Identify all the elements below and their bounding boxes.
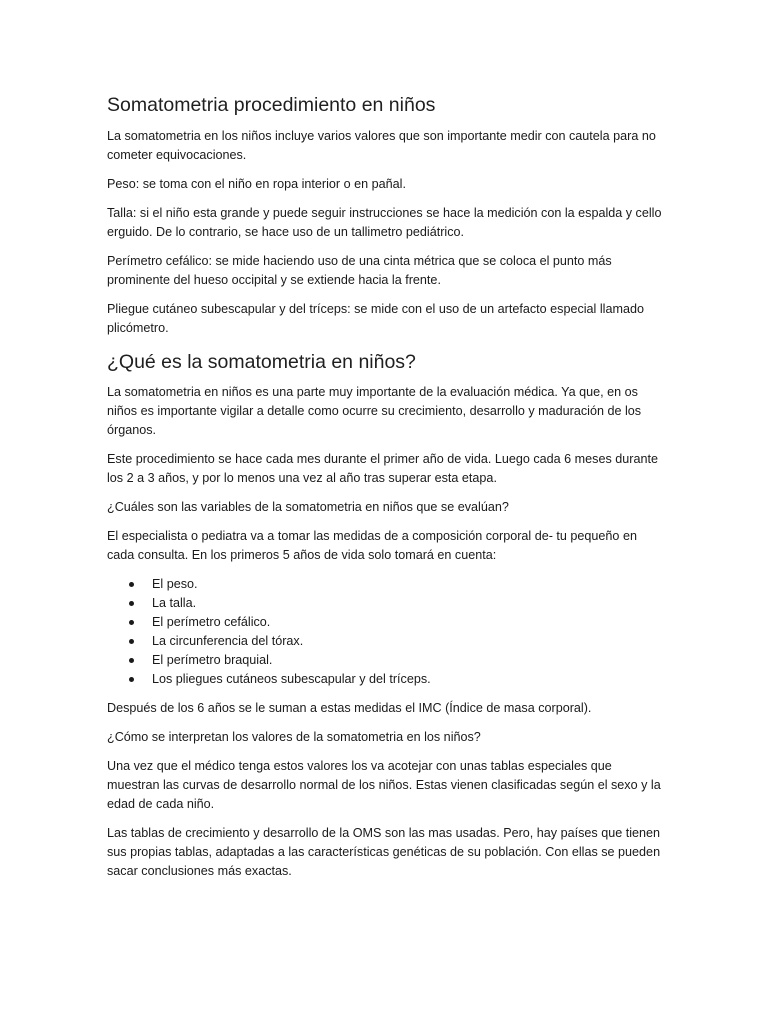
perimetro-paragraph: Perímetro cefálico: se mide haciendo uso de una cinta métrica que se coloca el punto más prominente del hueso occipital y se extiende hacia la frente. bbox=[107, 254, 612, 287]
list-item-text: El perímetro braquial. bbox=[152, 653, 273, 667]
interpretation-answer: Una vez que el médico tenga estos valores los va acotejar con unas tablas especiales que muestran las curvas de desarrollo normal de los niños. Estas vienen clasificadas según el sexo y la edad de cada niño. bbox=[107, 759, 661, 811]
bullet-icon bbox=[129, 677, 134, 682]
interpretation-question: ¿Cómo se interpretan los valores de la somatometria en los niños? bbox=[107, 730, 481, 744]
list-item-text: Los pliegues cutáneos subescapular y del tríceps. bbox=[152, 672, 431, 686]
list-item bbox=[107, 651, 667, 670]
list-item bbox=[107, 632, 667, 651]
bullet-icon bbox=[129, 620, 134, 625]
list-item bbox=[107, 613, 667, 632]
list-item-text: El perímetro cefálico. bbox=[152, 615, 271, 629]
pliegue-paragraph: Pliegue cutáneo subescapular y del tríceps: se mide con el uso de un artefacto especial llamado plicómetro. bbox=[107, 302, 644, 335]
list-item-text: El peso. bbox=[152, 577, 198, 591]
intro-paragraph: La somatometria en los niños incluye varios valores que son importante medir con cautela para no cometer equivocaciones. bbox=[107, 129, 656, 162]
talla-paragraph: Talla: si el niño esta grande y puede seguir instrucciones se hace la medición con la espalda y cello erguido. De lo contrario, se hace uso de un tallimetro pediátrico. bbox=[107, 206, 662, 239]
peso-paragraph: Peso: se toma con el niño en ropa interior o en pañal. bbox=[107, 177, 406, 191]
list-item-text: La circunferencia del tórax. bbox=[152, 634, 304, 648]
section2-paragraph-1: La somatometria en niños es una parte muy importante de la evaluación médica. Ya que, en os niños es importante vigilar a detalle como ocurre su crecimiento, desarrollo y maduración de los órganos. bbox=[107, 385, 642, 437]
list-item-text: La talla. bbox=[152, 596, 197, 610]
bullet-icon bbox=[129, 601, 134, 606]
after-six-paragraph: Después de los 6 años se le suman a estas medidas el IMC (Índice de masa corporal). bbox=[107, 701, 592, 715]
variables-question: ¿Cuáles son las variables de la somatometria en niños que se evalúan? bbox=[107, 500, 509, 514]
list-item bbox=[107, 575, 667, 594]
document-page bbox=[107, 93, 667, 891]
section-heading: ¿Qué es la somatometria en niños? bbox=[107, 351, 416, 373]
list-item bbox=[107, 670, 667, 689]
bullet-icon bbox=[129, 658, 134, 663]
bullet-icon bbox=[129, 582, 134, 587]
oms-paragraph: Las tablas de crecimiento y desarrollo de la OMS son las mas usadas. Pero, hay países que tienen sus propias tablas, adaptadas a las características genéticas de su población. Con ellas se pueden sacar conclusiones más exactas. bbox=[107, 826, 661, 878]
bullet-icon bbox=[129, 639, 134, 644]
section2-paragraph-2: Este procedimiento se hace cada mes durante el primer año de vida. Luego cada 6 meses durante los 2 a 3 años, y por lo menos una vez al año tras superar esta etapa. bbox=[107, 452, 658, 485]
variables-answer: El especialista o pediatra va a tomar las medidas de a composición corporal de- tu pequeño en cada consulta. En los primeros 5 años de vida solo tomará en cuenta: bbox=[107, 529, 637, 562]
document-title: Somatometria procedimiento en niños bbox=[107, 94, 436, 116]
measurements-list bbox=[107, 575, 667, 689]
list-item bbox=[107, 594, 667, 613]
